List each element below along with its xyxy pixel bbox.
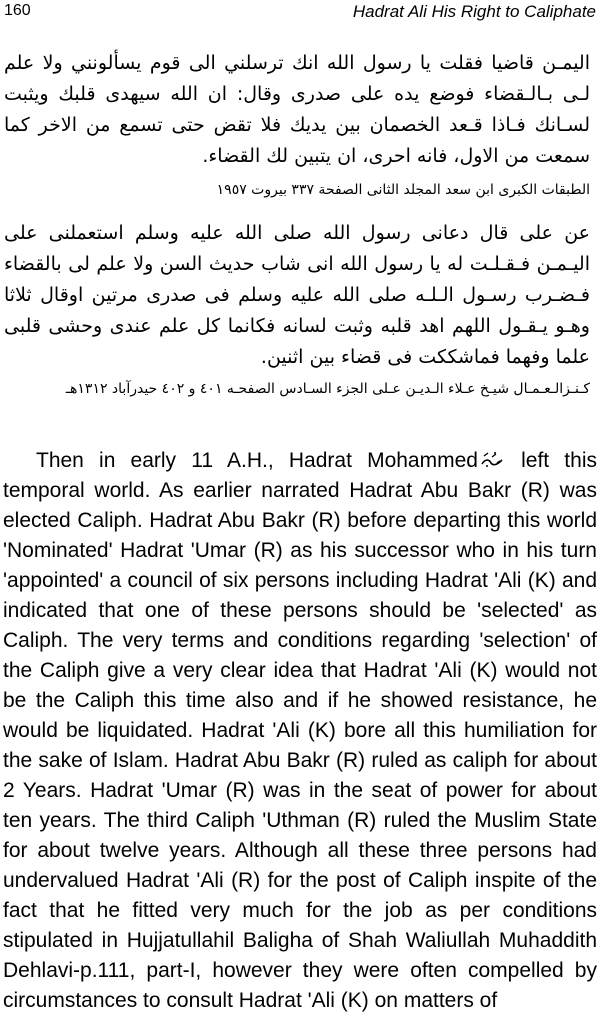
arabic-quotation-2: عن على قال دعانى رسول الله صلى الله عليه وسلم استعملنى على اليـمـن فـقـلـت له يا رسول الله انى شاب حديث السن ولا علم لى بالقضاء فـضـرب رسـول الـلـه صلى الله عليه وسلم فى صدرى مرتين اوقال ثلاثا وهـو يـقـول اللهم اهد قلبه وثبت لسانه فكانما كل علم عندى وحشى قلبى علما وفهما فماشككت فى قضاء بين اثنين. — [4, 222, 590, 368]
arabic-reference-1: الطبقات الكبرى ابن سعد المجلد الثانى الصفحة ٣٣٧ بيروت ١٩٥٧ — [216, 182, 590, 198]
arabic-quotation-1: اليمـن قاضيا فقلت يا رسول الله انك ترسلني الى قوم يسألونني ولا علم لـى بـالـقضاء فوضع يده على صدرى وقال: ان الله سيهدى قلبك ويثبت لسـانك فـاذا قـعد الخصمان بين يديك فلا تقض حتى تسمع من الاخر كما سمعت من الاول، فانه احرى، ان يتبين لك القضاء. — [4, 52, 590, 167]
running-title: Hadrat Ali His Right to Caliphate — [352, 2, 596, 21]
arabic-reference-2: كـنـزالـعـمـال شيـخ عـلاء الـديـن عـلى الجزء السـادس الصفحـه ٤٠١ و ٤٠٢ حيدرآباد ١٣١٢هـ — [65, 381, 590, 397]
english-text-start: Then in early 11 A.H., Hadrat Mohammed — [36, 449, 478, 472]
page-number: 160 — [4, 2, 31, 19]
salawat-ligature-icon — [480, 450, 504, 468]
page-header — [4, 0, 596, 24]
english-paragraph — [3, 446, 597, 1016]
english-text-rest: left this temporal world. As earlier narrated Hadrat Abu Bakr (R) was elected Caliph. Hadrat Abu Bakr (R) before departing this world 'Nominated' Hadrat 'Umar (R) as his successor who in his turn 'appointed' a council of six persons including Hadrat 'Ali (K) and indicated that one of these persons should be 'selected' as Caliph. The very terms and conditions regarding 'selection' of the Caliph give a very clear idea that Hadrat 'Ali (K) would not be the Caliph this time also and if he showed resistance, he would be liquidated. Hadrat 'Ali (K) bore all this humiliation for the sake of Islam. Hadrat Abu Bakr (R) ruled as caliph for about 2 Years. Hadrat 'Umar (R) was in the seat of power for about ten years. The third Caliph 'Uthman (R) ruled the Muslim State for about twelve years. Although all these three persons had undervalued Hadrat 'Ali (R) for the post of Caliph inspite of the fact that he fitted very much for the job as per conditions stipulated in Hujjatullahil Baligha of Shah Waliullah Muhaddith Dehlavi-p.111, part-I, however they were often compelled by circumstances to consult Hadrat 'Ali (K) on matters of — [3, 449, 597, 1012]
